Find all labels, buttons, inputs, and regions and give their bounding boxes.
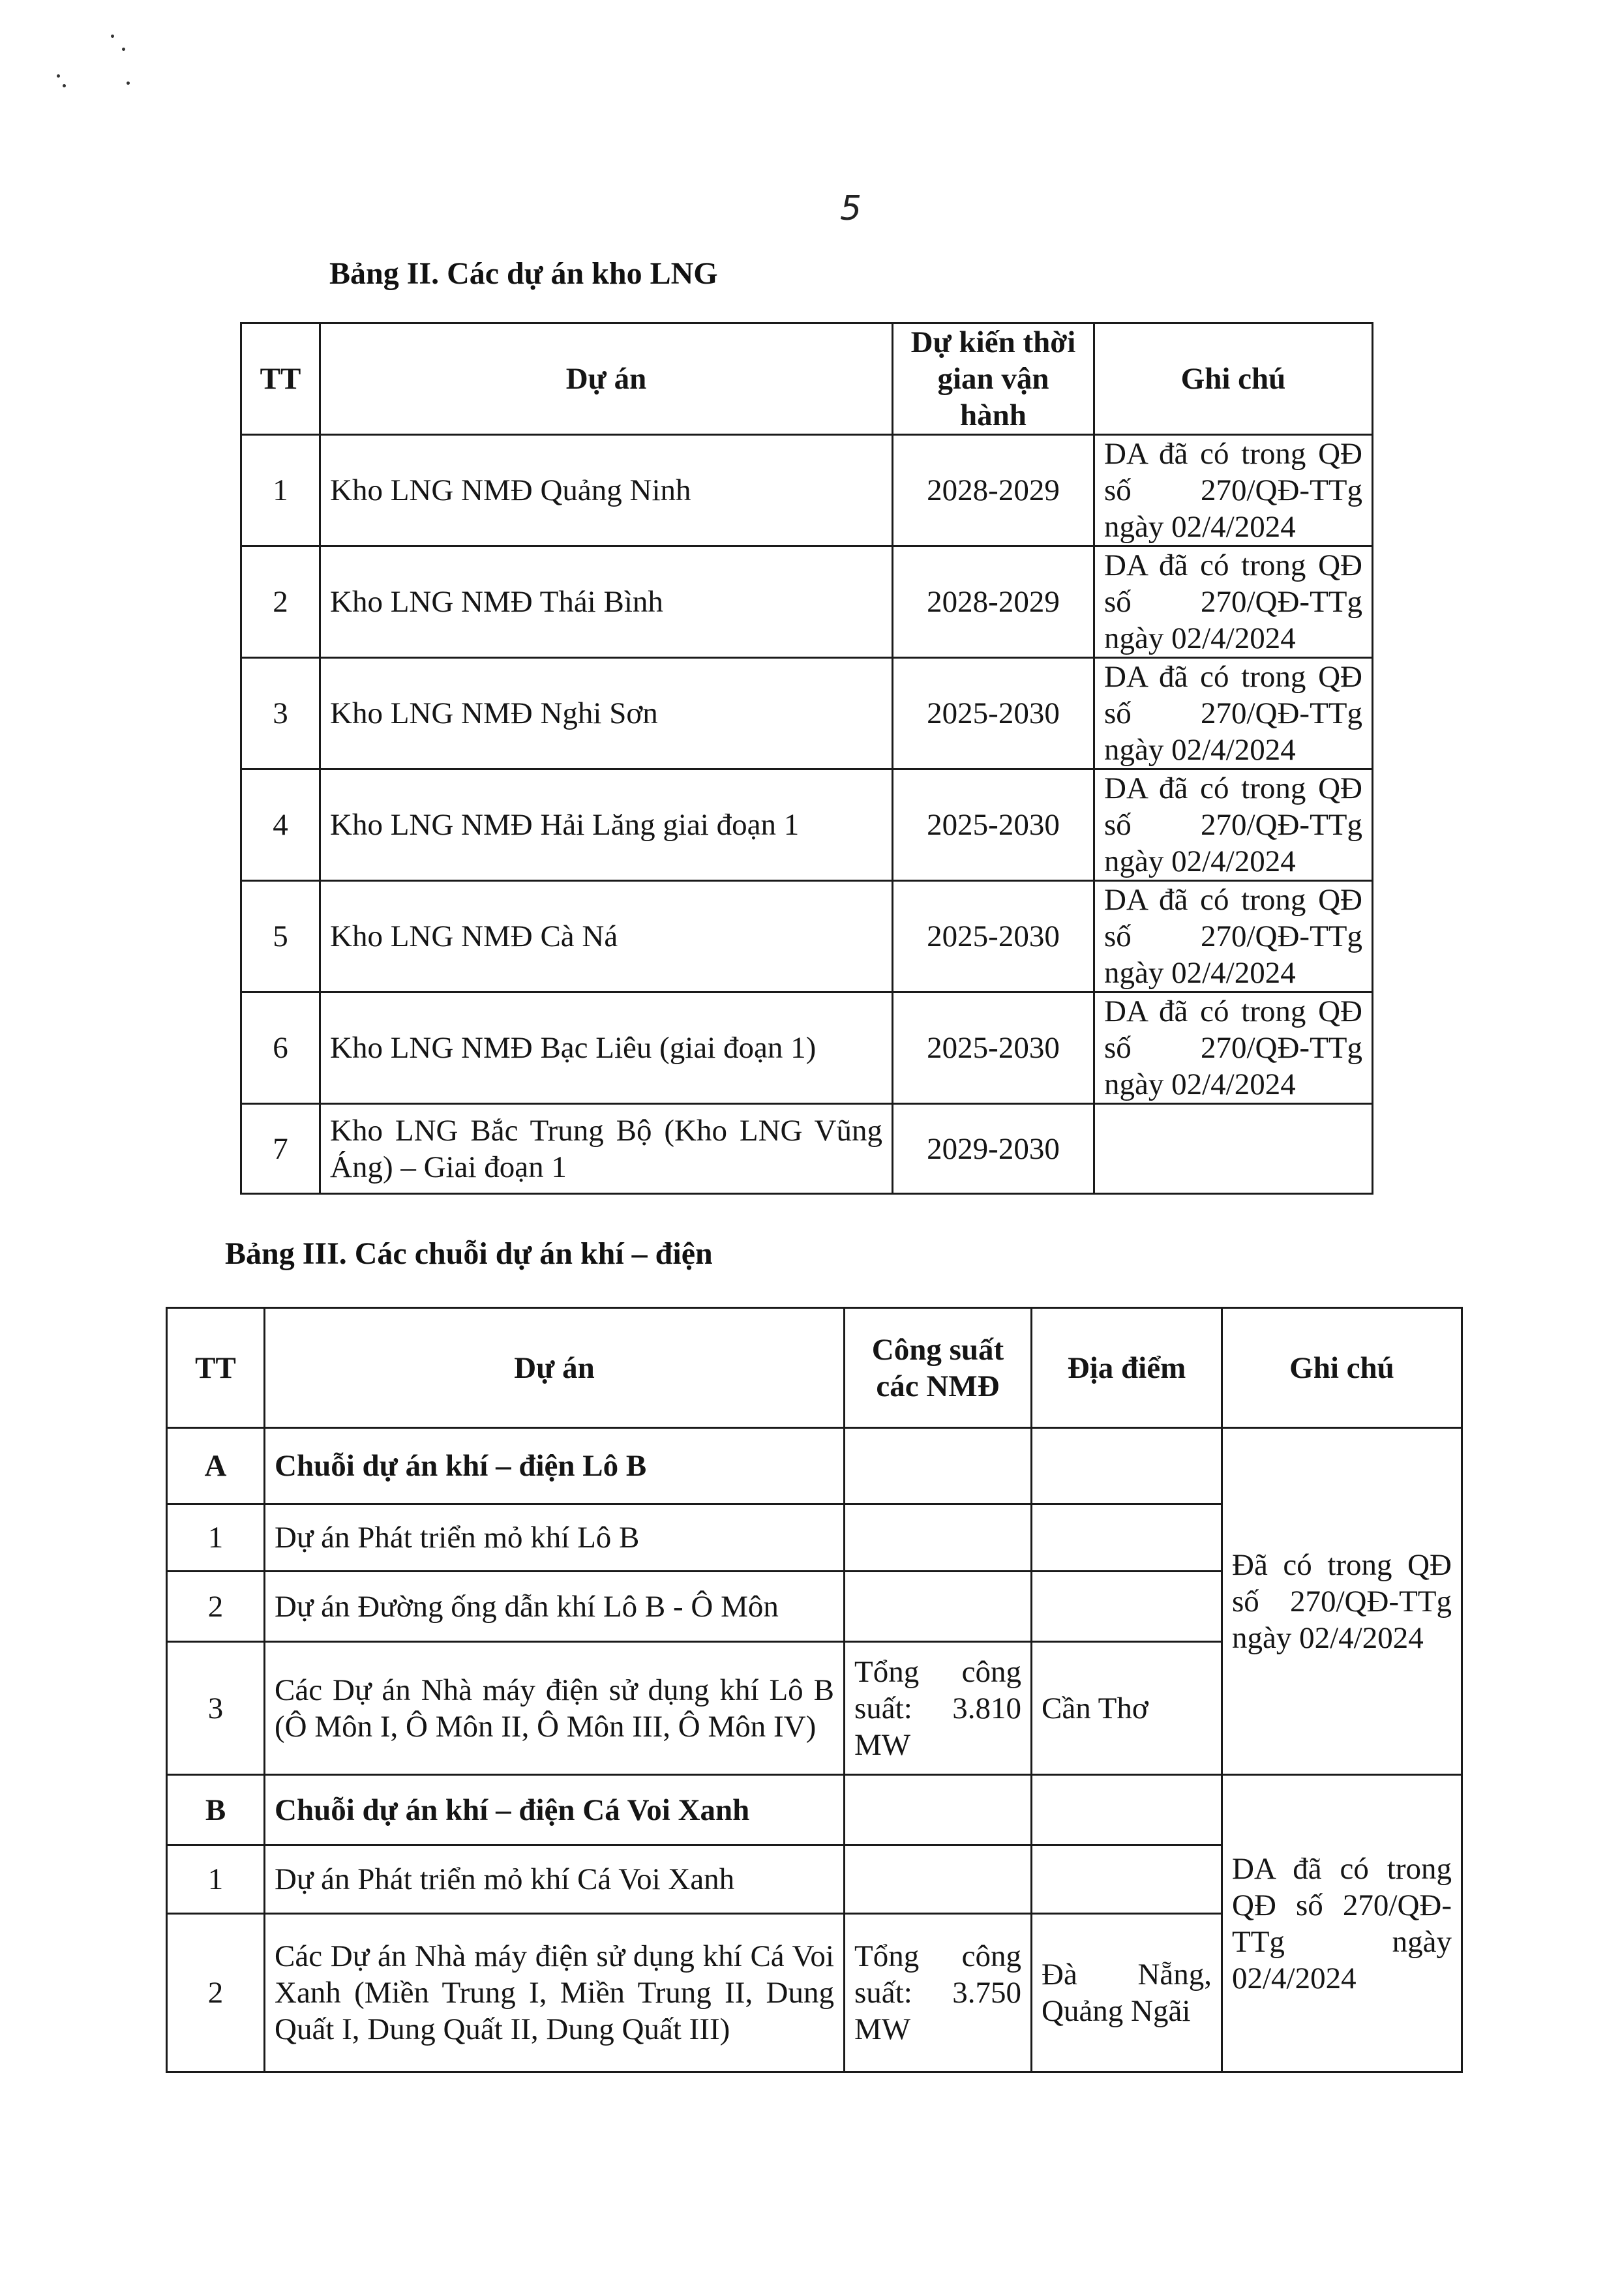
cell-tt: 2 [167,1572,265,1642]
header-project: Dự án [320,323,893,435]
cell-group-title: Chuỗi dự án khí – điện Cá Voi Xanh [265,1775,845,1845]
cell-schedule: 2025-2030 [893,658,1094,769]
cell-location [1032,1845,1222,1914]
scan-speck [127,82,130,85]
cell-tt: 3 [241,658,320,769]
table-row [241,546,1373,658]
cell-capacity: Tổng công suất: 3.810 MW [845,1642,1032,1775]
scan-speck [111,35,114,38]
cell-project: Kho LNG NMĐ Nghi Sơn [320,658,893,769]
header-schedule: Dự kiến thời gian vận hành [893,323,1094,435]
cell-schedule: 2028-2029 [893,435,1094,546]
cell-group-note: DA đã có trong QĐ số 270/QĐ-TTg ngày 02/4/2024 [1222,1775,1462,2072]
header-tt: TT [167,1308,265,1428]
table-row [241,435,1373,546]
cell-project: Kho LNG Bắc Trung Bộ (Kho LNG Vũng Áng) – Giai đoạn 1 [320,1104,893,1194]
group-row [167,1428,1462,1504]
cell-note: DA đã có trong QĐ số 270/QĐ-TTg ngày 02/4/2024 [1094,435,1373,546]
cell-project: Các Dự án Nhà máy điện sử dụng khí Cá Voi Xanh (Miền Trung I, Miền Trung II, Dung Quất I, Dung Quất II, Dung Quất III) [265,1914,845,2072]
group-row [167,1775,1462,1845]
cell-location [1032,1775,1222,1845]
cell-tt: 2 [241,546,320,658]
table2-caption: Bảng II. Các dự án kho LNG [329,256,718,291]
cell-note [1094,1104,1373,1194]
cell-tt: 5 [241,881,320,992]
cell-tt: 1 [241,435,320,546]
cell-tt: 1 [167,1504,265,1572]
cell-project: Dự án Phát triển mỏ khí Cá Voi Xanh [265,1845,845,1914]
cell-schedule: 2025-2030 [893,992,1094,1104]
table-header-row [167,1308,1462,1428]
cell-project: Kho LNG NMĐ Thái Bình [320,546,893,658]
header-tt: TT [241,323,320,435]
cell-project: Kho LNG NMĐ Quảng Ninh [320,435,893,546]
page-number: 5 [840,189,862,228]
header-project: Dự án [265,1308,845,1428]
cell-project: Kho LNG NMĐ Bạc Liêu (giai đoạn 1) [320,992,893,1104]
cell-location: Cần Thơ [1032,1642,1222,1775]
cell-note: DA đã có trong QĐ số 270/QĐ-TTg ngày 02/4/2024 [1094,769,1373,881]
cell-tt: 6 [241,992,320,1104]
cell-note: DA đã có trong QĐ số 270/QĐ-TTg ngày 02/4/2024 [1094,992,1373,1104]
cell-capacity [845,1428,1032,1504]
cell-project: Dự án Đường ống dẫn khí Lô B - Ô Môn [265,1572,845,1642]
cell-capacity [845,1572,1032,1642]
cell-location: Đà Nẵng, Quảng Ngãi [1032,1914,1222,2072]
cell-tt: 2 [167,1914,265,2072]
cell-group-id: B [167,1775,265,1845]
table-lng-storage-projects [240,322,1373,1195]
table3-caption: Bảng III. Các chuỗi dự án khí – điện [225,1236,713,1271]
cell-capacity [845,1775,1032,1845]
header-location: Địa điểm [1032,1308,1222,1428]
cell-project: Kho LNG NMĐ Hải Lăng giai đoạn 1 [320,769,893,881]
table-row [241,769,1373,881]
cell-schedule: 2029-2030 [893,1104,1094,1194]
header-note: Ghi chú [1222,1308,1462,1428]
cell-project: Dự án Phát triển mỏ khí Lô B [265,1504,845,1572]
cell-schedule: 2025-2030 [893,769,1094,881]
cell-capacity [845,1845,1032,1914]
cell-tt: 4 [241,769,320,881]
header-note: Ghi chú [1094,323,1373,435]
cell-schedule: 2028-2029 [893,546,1094,658]
header-capacity: Công suất các NMĐ [845,1308,1032,1428]
table-gas-power-chains [166,1307,1463,2073]
cell-note: DA đã có trong QĐ số 270/QĐ-TTg ngày 02/4/2024 [1094,881,1373,992]
table-row [241,658,1373,769]
cell-tt: 3 [167,1642,265,1775]
cell-project: Các Dự án Nhà máy điện sử dụng khí Lô B (Ô Môn I, Ô Môn II, Ô Môn III, Ô Môn IV) [265,1642,845,1775]
cell-tt: 1 [167,1845,265,1914]
cell-note: DA đã có trong QĐ số 270/QĐ-TTg ngày 02/4/2024 [1094,658,1373,769]
scan-speck [122,48,125,51]
cell-group-title: Chuỗi dự án khí – điện Lô B [265,1428,845,1504]
cell-note: DA đã có trong QĐ số 270/QĐ-TTg ngày 02/4/2024 [1094,546,1373,658]
table-row [241,1104,1373,1194]
cell-group-note: Đã có trong QĐ số 270/QĐ-TTg ngày 02/4/2024 [1222,1428,1462,1775]
scan-speck [57,74,60,78]
cell-location [1032,1572,1222,1642]
table-row [241,881,1373,992]
table-row [241,992,1373,1104]
cell-capacity [845,1504,1032,1572]
cell-location [1032,1504,1222,1572]
cell-group-id: A [167,1428,265,1504]
cell-tt: 7 [241,1104,320,1194]
cell-schedule: 2025-2030 [893,881,1094,992]
cell-capacity: Tổng công suất: 3.750 MW [845,1914,1032,2072]
scan-speck [63,84,66,87]
table-header-row [241,323,1373,435]
cell-project: Kho LNG NMĐ Cà Ná [320,881,893,992]
cell-location [1032,1428,1222,1504]
